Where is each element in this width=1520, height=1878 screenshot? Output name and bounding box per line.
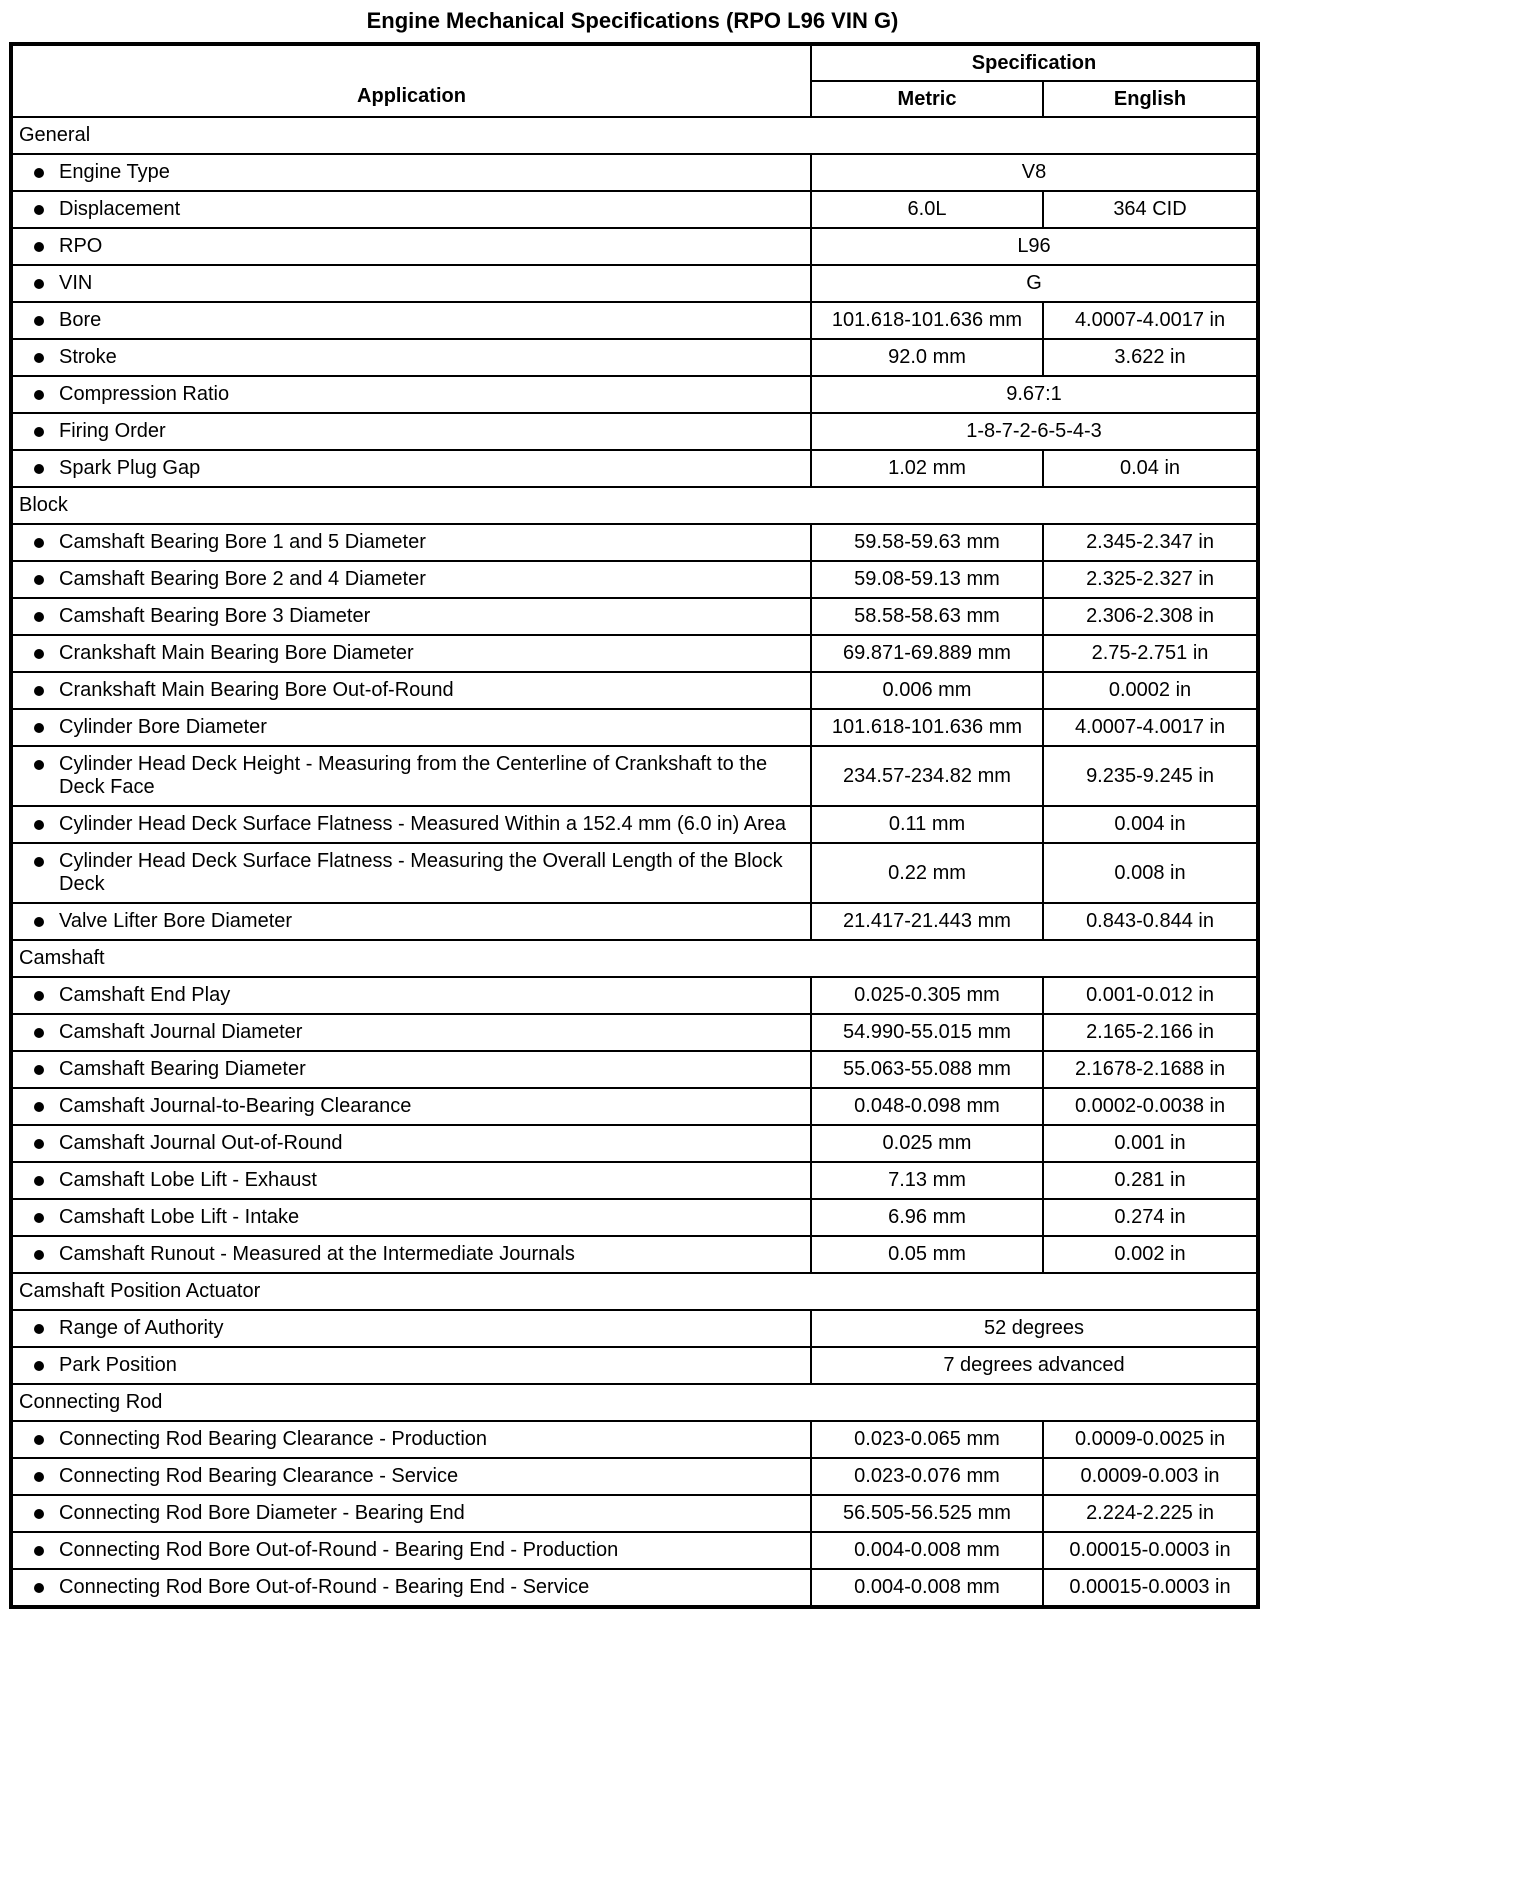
bullet-icon <box>34 612 44 622</box>
spec-label: VIN <box>59 272 93 294</box>
spec-value-metric: 0.11 mm <box>811 806 1043 843</box>
spec-label-cell <box>11 1569 811 1607</box>
spec-label: Range of Authority <box>59 1317 224 1339</box>
spec-value-metric: 101.618-101.636 mm <box>811 709 1043 746</box>
column-header-english: English <box>1043 81 1258 117</box>
spec-value-english: 3.622 in <box>1043 339 1258 376</box>
spec-label-cell <box>11 1162 811 1199</box>
spec-value-metric: 56.505-56.525 mm <box>811 1495 1043 1532</box>
spec-label: Camshaft Journal Diameter <box>59 1021 303 1043</box>
spec-row <box>11 709 1258 746</box>
spec-value-english: 2.345-2.347 in <box>1043 524 1258 561</box>
spec-label-cell <box>11 672 811 709</box>
spec-label: Crankshaft Main Bearing Bore Out-of-Round <box>59 679 454 701</box>
spec-label-cell <box>11 413 811 450</box>
section-row <box>11 1273 1258 1310</box>
spec-value-english: 2.306-2.308 in <box>1043 598 1258 635</box>
spec-row <box>11 191 1258 228</box>
spec-row <box>11 1088 1258 1125</box>
spec-label: Connecting Rod Bore Diameter - Bearing End <box>59 1502 465 1524</box>
spec-value-metric: 0.05 mm <box>811 1236 1043 1273</box>
spec-value-english: 0.00015-0.0003 in <box>1043 1532 1258 1569</box>
spec-row <box>11 1199 1258 1236</box>
spec-label: Camshaft Bearing Bore 1 and 5 Diameter <box>59 531 426 553</box>
spec-row <box>11 635 1258 672</box>
bullet-icon <box>34 1139 44 1149</box>
spec-value-metric: 54.990-55.015 mm <box>811 1014 1043 1051</box>
spec-label: Cylinder Head Deck Surface Flatness - Measured Within a 152.4 mm (6.0 in) Area <box>59 813 786 835</box>
spec-label-cell <box>11 376 811 413</box>
spec-label-cell <box>11 1088 811 1125</box>
spec-row <box>11 672 1258 709</box>
bullet-icon <box>34 1435 44 1445</box>
bullet-icon <box>34 1250 44 1260</box>
spec-row <box>11 977 1258 1014</box>
spec-value-metric: 6.0L <box>811 191 1043 228</box>
spec-row <box>11 1310 1258 1347</box>
spec-value-metric: 0.023-0.076 mm <box>811 1458 1043 1495</box>
spec-value-english: 9.235-9.245 in <box>1043 746 1258 806</box>
spec-row <box>11 1051 1258 1088</box>
spec-label-cell <box>11 339 811 376</box>
spec-value-metric: 58.58-58.63 mm <box>811 598 1043 635</box>
spec-value-metric: 0.006 mm <box>811 672 1043 709</box>
bullet-icon <box>34 205 44 215</box>
spec-value-english: 0.04 in <box>1043 450 1258 487</box>
spec-row <box>11 1495 1258 1532</box>
bullet-icon <box>34 760 44 770</box>
spec-label: Cylinder Head Deck Height - Measuring from the Centerline of Crankshaft to the Deck Face <box>59 753 768 798</box>
section-title: Camshaft <box>11 940 1258 977</box>
spec-label-cell <box>11 302 811 339</box>
spec-label: Camshaft Journal-to-Bearing Clearance <box>59 1095 412 1117</box>
section-row <box>11 1384 1258 1421</box>
spec-value-english: 0.0009-0.003 in <box>1043 1458 1258 1495</box>
spec-label-cell <box>11 977 811 1014</box>
spec-value-combined: G <box>811 265 1258 302</box>
spec-label: Camshaft Bearing Bore 2 and 4 Diameter <box>59 568 426 590</box>
spec-row <box>11 1347 1258 1384</box>
spec-row <box>11 228 1258 265</box>
bullet-icon <box>34 1065 44 1075</box>
column-header-application: Application <box>11 44 811 117</box>
bullet-icon <box>34 353 44 363</box>
spec-label: Displacement <box>59 198 181 220</box>
spec-value-english: 2.224-2.225 in <box>1043 1495 1258 1532</box>
spec-row <box>11 598 1258 635</box>
spec-label-cell <box>11 1347 811 1384</box>
spec-label: Camshaft Lobe Lift - Intake <box>59 1206 300 1228</box>
spec-value-metric: 21.417-21.443 mm <box>811 903 1043 940</box>
spec-row <box>11 1162 1258 1199</box>
spec-value-english: 0.0009-0.0025 in <box>1043 1421 1258 1458</box>
bullet-icon <box>34 168 44 178</box>
column-header-metric: Metric <box>811 81 1043 117</box>
spec-label-cell <box>11 1421 811 1458</box>
spec-row <box>11 302 1258 339</box>
spec-label: Connecting Rod Bore Out-of-Round - Bearing End - Production <box>59 1539 619 1561</box>
spec-value-english: 0.001 in <box>1043 1125 1258 1162</box>
spec-value-english: 0.843-0.844 in <box>1043 903 1258 940</box>
spec-row <box>11 265 1258 302</box>
spec-row <box>11 413 1258 450</box>
spec-value-metric: 0.004-0.008 mm <box>811 1532 1043 1569</box>
spec-row <box>11 1421 1258 1458</box>
spec-row <box>11 1236 1258 1273</box>
spec-label-cell <box>11 1014 811 1051</box>
spec-label: Camshaft Lobe Lift - Exhaust <box>59 1169 317 1191</box>
page-title: Engine Mechanical Specifications (RPO L96 VIN G) <box>366 8 899 33</box>
spec-label-cell <box>11 228 811 265</box>
spec-value-english: 0.0002 in <box>1043 672 1258 709</box>
spec-value-metric: 0.025-0.305 mm <box>811 977 1043 1014</box>
spec-label-cell <box>11 1495 811 1532</box>
bullet-icon <box>34 1472 44 1482</box>
bullet-icon <box>34 1102 44 1112</box>
spec-label: Compression Ratio <box>59 383 230 405</box>
spec-value-combined: L96 <box>811 228 1258 265</box>
spec-label-cell <box>11 265 811 302</box>
spec-row <box>11 1014 1258 1051</box>
section-title: Camshaft Position Actuator <box>11 1273 1258 1310</box>
spec-value-metric: 0.025 mm <box>811 1125 1043 1162</box>
spec-value-english: 4.0007-4.0017 in <box>1043 709 1258 746</box>
bullet-icon <box>34 1324 44 1334</box>
spec-label-cell <box>11 450 811 487</box>
spec-row <box>11 806 1258 843</box>
spec-label: Camshaft Journal Out-of-Round <box>59 1132 343 1154</box>
spec-label: Valve Lifter Bore Diameter <box>59 910 293 932</box>
bullet-icon <box>34 1361 44 1371</box>
spec-label-cell <box>11 903 811 940</box>
spec-value-metric: 92.0 mm <box>811 339 1043 376</box>
spec-value-metric: 7.13 mm <box>811 1162 1043 1199</box>
spec-row <box>11 746 1258 806</box>
spec-value-english: 0.002 in <box>1043 1236 1258 1273</box>
spec-value-english: 0.281 in <box>1043 1162 1258 1199</box>
spec-label-cell <box>11 1051 811 1088</box>
spec-label-cell <box>11 746 811 806</box>
spec-row <box>11 843 1258 903</box>
spec-value-metric: 0.048-0.098 mm <box>811 1088 1043 1125</box>
spec-table-body <box>11 117 1258 1607</box>
section-row <box>11 487 1258 524</box>
spec-row <box>11 450 1258 487</box>
bullet-icon <box>34 1176 44 1186</box>
spec-row <box>11 561 1258 598</box>
bullet-icon <box>34 1213 44 1223</box>
spec-label-cell <box>11 598 811 635</box>
spec-value-metric: 0.22 mm <box>811 843 1043 903</box>
spec-value-english: 0.274 in <box>1043 1199 1258 1236</box>
spec-value-metric: 234.57-234.82 mm <box>811 746 1043 806</box>
spec-row <box>11 903 1258 940</box>
spec-row <box>11 154 1258 191</box>
spec-label-cell <box>11 1236 811 1273</box>
section-title: Block <box>11 487 1258 524</box>
spec-value-combined: 7 degrees advanced <box>811 1347 1258 1384</box>
spec-value-english: 364 CID <box>1043 191 1258 228</box>
spec-label-cell <box>11 524 811 561</box>
spec-value-metric: 101.618-101.636 mm <box>811 302 1043 339</box>
spec-value-english: 2.165-2.166 in <box>1043 1014 1258 1051</box>
spec-value-metric: 0.023-0.065 mm <box>811 1421 1043 1458</box>
bullet-icon <box>34 723 44 733</box>
spec-label-cell <box>11 1310 811 1347</box>
bullet-icon <box>34 857 44 867</box>
spec-row <box>11 524 1258 561</box>
column-header-specification: Specification <box>811 44 1258 81</box>
bullet-icon <box>34 820 44 830</box>
spec-value-english: 4.0007-4.0017 in <box>1043 302 1258 339</box>
spec-label: Cylinder Head Deck Surface Flatness - Measuring the Overall Length of the Block Deck <box>59 850 783 895</box>
spec-label: Camshaft Runout - Measured at the Intermediate Journals <box>59 1243 575 1265</box>
section-row <box>11 940 1258 977</box>
spec-label-cell <box>11 843 811 903</box>
spec-label: Connecting Rod Bearing Clearance - Service <box>59 1465 459 1487</box>
bullet-icon <box>34 1546 44 1556</box>
bullet-icon <box>34 991 44 1001</box>
spec-label-cell <box>11 1532 811 1569</box>
spec-label: Park Position <box>59 1354 177 1376</box>
spec-value-combined: 52 degrees <box>811 1310 1258 1347</box>
bullet-icon <box>34 464 44 474</box>
spec-value-metric: 6.96 mm <box>811 1199 1043 1236</box>
section-title: General <box>11 117 1258 154</box>
spec-value-metric: 59.58-59.63 mm <box>811 524 1043 561</box>
spec-label: Camshaft End Play <box>59 984 231 1006</box>
spec-value-combined: 1-8-7-2-6-5-4-3 <box>811 413 1258 450</box>
spec-label-cell <box>11 154 811 191</box>
spec-label-cell <box>11 806 811 843</box>
spec-value-metric: 1.02 mm <box>811 450 1043 487</box>
spec-label: Spark Plug Gap <box>59 457 201 479</box>
spec-value-english: 0.00015-0.0003 in <box>1043 1569 1258 1607</box>
bullet-icon <box>34 538 44 548</box>
spec-label: RPO <box>59 235 103 257</box>
spec-value-combined: V8 <box>811 154 1258 191</box>
spec-value-metric: 59.08-59.13 mm <box>811 561 1043 598</box>
bullet-icon <box>34 1509 44 1519</box>
spec-row <box>11 376 1258 413</box>
spec-row <box>11 1532 1258 1569</box>
spec-value-english: 2.325-2.327 in <box>1043 561 1258 598</box>
spec-label-cell <box>11 709 811 746</box>
spec-label: Cylinder Bore Diameter <box>59 716 267 738</box>
spec-row <box>11 339 1258 376</box>
bullet-icon <box>34 427 44 437</box>
spec-label: Firing Order <box>59 420 166 442</box>
spec-label-cell <box>11 1458 811 1495</box>
spec-label-cell <box>11 635 811 672</box>
spec-value-english: 0.0002-0.0038 in <box>1043 1088 1258 1125</box>
spec-label: Connecting Rod Bore Out-of-Round - Bearing End - Service <box>59 1576 590 1598</box>
bullet-icon <box>34 575 44 585</box>
bullet-icon <box>34 316 44 326</box>
spec-label: Camshaft Bearing Bore 3 Diameter <box>59 605 371 627</box>
spec-value-english: 2.1678-2.1688 in <box>1043 1051 1258 1088</box>
spec-label-cell <box>11 561 811 598</box>
bullet-icon <box>34 917 44 927</box>
spec-label: Engine Type <box>59 161 170 183</box>
spec-label-cell <box>11 191 811 228</box>
spec-value-metric: 69.871-69.889 mm <box>811 635 1043 672</box>
spec-label: Crankshaft Main Bearing Bore Diameter <box>59 642 414 664</box>
header-row-top <box>11 44 1258 81</box>
spec-label: Bore <box>59 309 102 331</box>
spec-table <box>9 42 1260 1609</box>
spec-label-cell <box>11 1199 811 1236</box>
spec-row <box>11 1125 1258 1162</box>
spec-value-english: 0.004 in <box>1043 806 1258 843</box>
spec-label-cell <box>11 1125 811 1162</box>
spec-value-metric: 55.063-55.088 mm <box>811 1051 1043 1088</box>
bullet-icon <box>34 242 44 252</box>
section-row <box>11 117 1258 154</box>
bullet-icon <box>34 279 44 289</box>
bullet-icon <box>34 686 44 696</box>
bullet-icon <box>34 1583 44 1593</box>
spec-label: Camshaft Bearing Diameter <box>59 1058 306 1080</box>
spec-table-header <box>11 44 1258 117</box>
bullet-icon <box>34 390 44 400</box>
spec-value-english: 2.75-2.751 in <box>1043 635 1258 672</box>
spec-label: Stroke <box>59 346 117 368</box>
spec-value-metric: 0.004-0.008 mm <box>811 1569 1043 1607</box>
bullet-icon <box>34 649 44 659</box>
spec-value-english: 0.001-0.012 in <box>1043 977 1258 1014</box>
spec-value-english: 0.008 in <box>1043 843 1258 903</box>
spec-label: Connecting Rod Bearing Clearance - Production <box>59 1428 488 1450</box>
bullet-icon <box>34 1028 44 1038</box>
section-title: Connecting Rod <box>11 1384 1258 1421</box>
spec-row <box>11 1569 1258 1607</box>
spec-row <box>11 1458 1258 1495</box>
spec-value-combined: 9.67:1 <box>811 376 1258 413</box>
